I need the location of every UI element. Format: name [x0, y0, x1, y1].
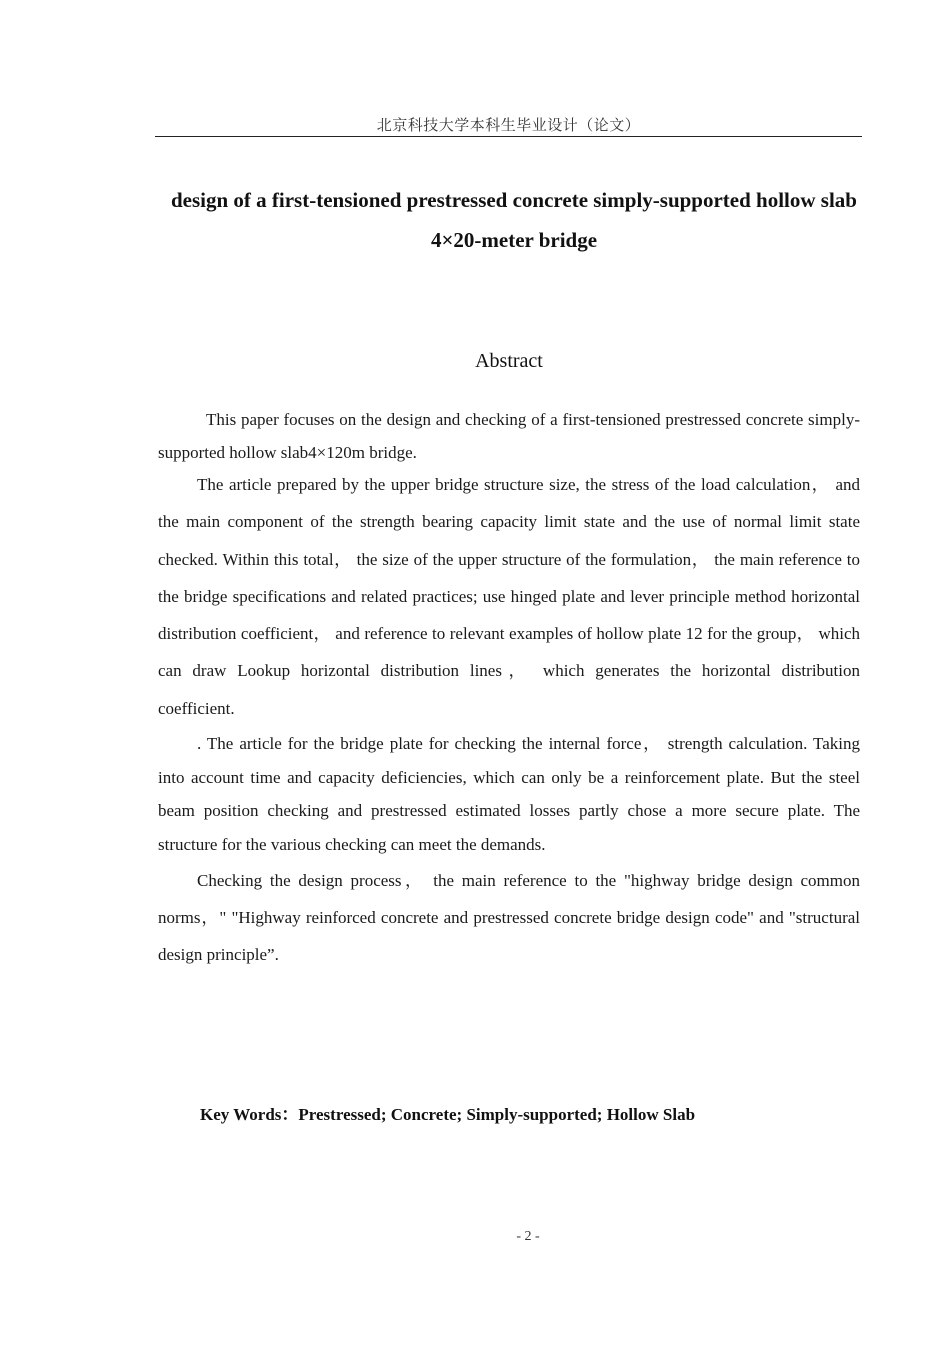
abstract-paragraph-2: The article prepared by the upper bridge structure size, the stress of the load calculation， and the main component of the strength bearing capacity limit state and the use of normal limit state checked. Within this total， the size of the upper structure of the formulation， the main reference to the bridge specifications and related practices; use hinged plate and lever principle method horizontal distribution coefficient， and reference to relevant examples of hollow plate 12 for the group， which can draw Lookup horizontal distribution lines， which generates the horizontal distribution coefficient. — [158, 475, 860, 718]
header-divider — [155, 136, 862, 137]
abstract-paragraph-4: Checking the design process， the main reference to the "highway bridge design common norms，" "Highway reinforced concrete and prestressed concrete bridge design code" and "structural design principle”. — [158, 871, 860, 964]
running-header: 北京科技大学本科生毕业设计（论文） — [376, 118, 641, 134]
abstract-heading: Abstract — [475, 350, 543, 372]
page-number: - 2 - — [516, 1229, 540, 1244]
key-words: Key Words：Prestressed; Concrete; Simply-supported; Hollow Slab — [200, 1105, 696, 1124]
abstract-paragraph-3: . The article for the bridge plate for checking the internal force， strength calculation. Taking into account time and capacity deficiencies, which can only be a reinforcement plate. But the steel beam position checking and prestressed estimated losses partly chose a more secure plate. The structure for the various checking can meet the demands. — [158, 734, 860, 854]
document-title: design of a first-tensioned prestressed concrete simply-supported hollow slab 4×20-meter bridge — [170, 188, 857, 252]
abstract-paragraph-1: This paper focuses on the design and checking of a first-tensioned prestressed concrete simply-supported hollow slab4×120m bridge. — [158, 410, 860, 462]
